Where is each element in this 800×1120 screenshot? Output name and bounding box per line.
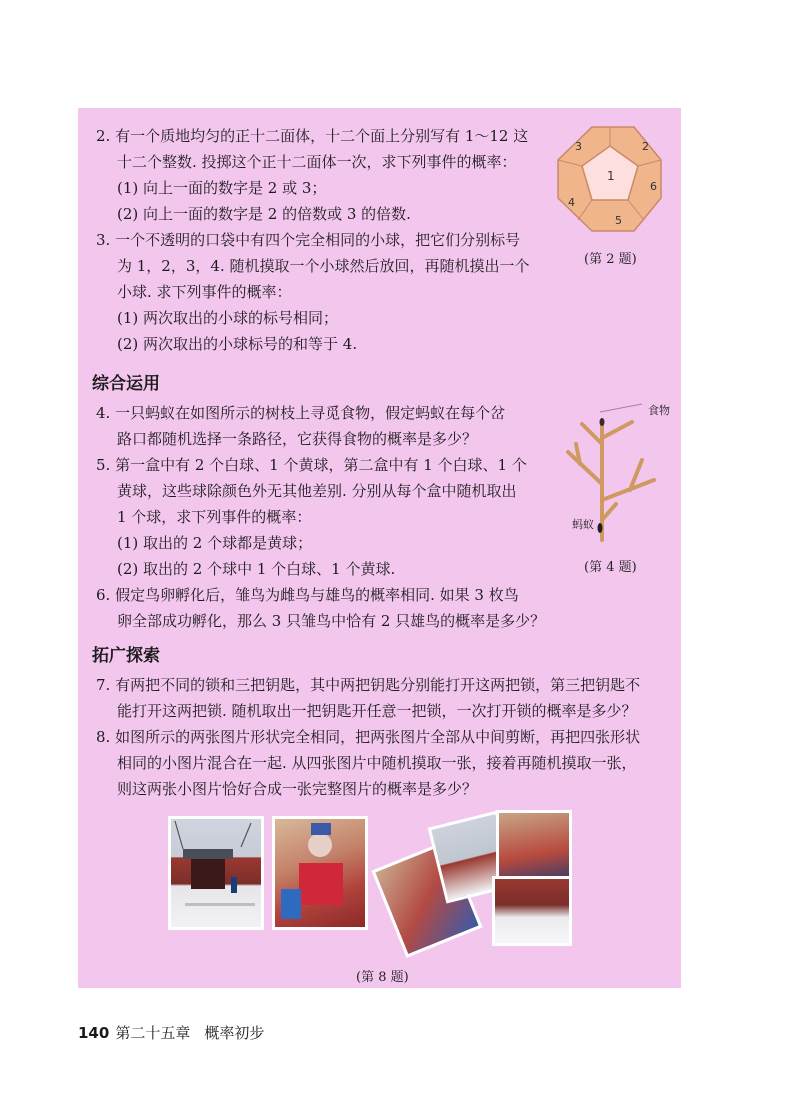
photo-opera-performer	[272, 816, 368, 930]
problem-6-line-1: 6. 假定鸟卵孵化后，雏鸟为雌鸟与雄鸟的概率相同. 如果 3 枚鸟	[96, 586, 519, 604]
face-label: 1	[607, 169, 615, 183]
problem-4-line-1: 4. 一只蚂蚁在如图所示的树枝上寻觅食物，假定蚂蚁在每个岔	[96, 404, 506, 422]
problem-7-line-1: 7. 有两把不同的锁和三把钥匙，其中两把钥匙分别能打开这两把锁，第三把钥匙不	[96, 676, 641, 694]
problem-7-line-2: 能打开这两把锁. 随机取出一把钥匙开任意一把锁，一次打开锁的概率是多少？	[117, 702, 637, 720]
page-footer	[78, 1022, 264, 1043]
problem-3-line-3: 小球. 求下列事件的概率：	[117, 283, 292, 301]
problem-5-line-3: 1 个球，求下列事件的概率：	[117, 508, 312, 526]
photo-piece-upper-right	[496, 810, 572, 884]
face-label: 4	[568, 196, 575, 209]
food-label: 食物	[648, 404, 670, 417]
figure-8-caption: (第 8 题)	[356, 970, 409, 985]
problem-2-line-2: 十二个整数. 投掷这个正十二面体一次，求下列事件的概率：	[117, 153, 517, 171]
face-label: 5	[615, 214, 622, 227]
problem-5-item-2: (2) 取出的 2 个球中 1 个白球、1 个黄球.	[117, 560, 396, 578]
photo-snow-gate	[168, 816, 264, 930]
photo-piece-lower-right	[492, 876, 572, 946]
problem-3-line-2: 为 1，2，3，4. 随机摸取一个小球然后放回，再随机摸出一个	[117, 257, 530, 275]
problem-2-item-2: (2) 向上一面的数字是 2 的倍数或 3 的倍数.	[117, 205, 411, 223]
problem-6-line-2: 卵全部成功孵化，那么 3 只雏鸟中恰有 2 只雄鸟的概率是多少？	[117, 612, 546, 630]
problem-5-line-1: 5. 第一盒中有 2 个白球、1 个黄球，第二盒中有 1 个白球、1 个	[96, 456, 527, 474]
problem-8-line-2: 相同的小图片混合在一起. 从四张图片中随机摸取一张，接着再随机摸取一张，	[117, 754, 637, 772]
problem-5-line-2: 黄球，这些球除颜色外无其他差别. 分别从每个盒中随机取出	[117, 482, 517, 500]
problem-3-item-1: (1) 两次取出的小球的标号相同；	[117, 309, 339, 327]
chapter-label: 第二十五章	[115, 1024, 191, 1042]
problem-3-item-2: (2) 两次取出的小球标号的和等于 4.	[117, 335, 358, 353]
tree-branch-figure	[558, 400, 678, 550]
ant-label: 蚂蚁	[572, 518, 594, 531]
problem-4-line-2: 路口都随机选择一条路径，它获得食物的概率是多少？	[117, 430, 478, 448]
face-label: 6	[650, 180, 657, 193]
problem-5-item-1: (1) 取出的 2 个球都是黄球；	[117, 534, 313, 552]
problem-2-line-1: 2. 有一个质地均匀的正十二面体，十二个面上分别写有 1～12 这	[96, 127, 529, 145]
dodecahedron-figure	[548, 124, 670, 244]
problem-3-line-1: 3. 一个不透明的口袋中有四个完全相同的小球，把它们分别标号	[96, 231, 521, 249]
figure-4-caption: (第 4 题)	[584, 560, 637, 575]
problem-2-item-1: (1) 向上一面的数字是 2 或 3；	[117, 179, 327, 197]
problem-8-line-1: 8. 如图所示的两张图片形状完全相同，把两张图片全部从中间剪断，再把四张形状	[96, 728, 641, 746]
section-heading-extension: 拓广探索	[92, 646, 160, 666]
face-label: 2	[642, 140, 649, 153]
section-heading-comprehensive: 综合运用	[92, 374, 160, 394]
chapter-title: 概率初步	[204, 1024, 265, 1042]
figure-2-caption: (第 2 题)	[584, 252, 637, 267]
page-number: 140	[78, 1024, 110, 1042]
face-label: 3	[575, 140, 582, 153]
problem-8-line-3: 则这两张小图片恰好合成一张完整图片的概率是多少？	[117, 780, 478, 798]
